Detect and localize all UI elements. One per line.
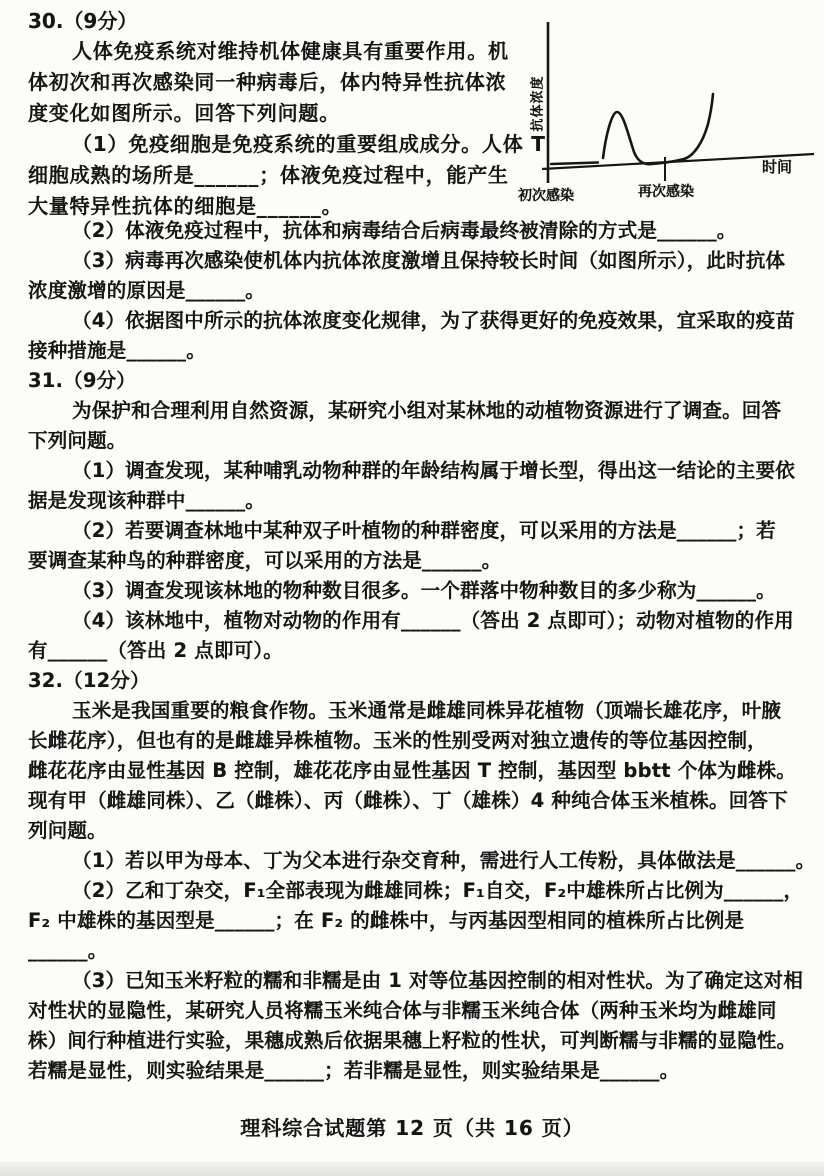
text-line: 长雌花序），但也有的是雌雄异株植物。玉米的性别受两对独立遗传的等位基因控制， — [28, 729, 767, 752]
text-line: 若糯是显性，则实验结果是______；若非糯是显性，则实验结果是______。 — [28, 1059, 680, 1082]
text-line: F₂ 中雄株的基因型是______；在 F₂ 的雌株中，与丙基因型相同的植株所占比例是 — [28, 909, 745, 932]
text-line: 细胞成熟的场所是______；体液免疫过程中，能产生 — [28, 163, 509, 187]
text-line: 浓度激增的原因是______。 — [28, 279, 266, 302]
text-line: 现有甲（雌雄同株）、乙（雌株）、丙（雌株）、丁（雄株）4 种纯合体玉米植株。回答下 — [28, 789, 788, 812]
text-line: （4）该林地中，植物对动物的作用有______（答出 2 点即可）；动物对植物的作用 — [72, 609, 794, 632]
question-30-top-section — [0, 0, 824, 216]
exam-body — [0, 216, 824, 1086]
text-line: 雌花花序由显性基因 B 控制，雄花花序由显性基因 T 控制，基因型 bbtt 个体为雌株。 — [28, 759, 796, 782]
text-line: （1）调查发现，某种哺乳动物种群的年龄结构属于增长型，得出这一结论的主要依 — [72, 459, 795, 482]
text-line: 接种措施是______。 — [28, 339, 206, 362]
text-line: 玉米是我国重要的粮食作物。玉米通常是雌雄同株异花植物（顶端长雄花序，叶腋 — [72, 699, 782, 722]
question-number: 30.（9分） — [28, 9, 138, 33]
text-line: （4）依据图中所示的抗体浓度变化规律，为了获得更好的免疫效果，宜采取的疫苗 — [72, 309, 795, 332]
text-line: 株）间行种植进行实验，果穗成熟后依据果穗上籽粒的性状，可判断糯与非糯的显隐性。 — [28, 1029, 797, 1052]
text-line: 据是发现该种群中______。 — [28, 489, 266, 512]
text-line: （1）若以甲为母本、丁为父本进行杂交育种，需进行人工传粉，具体做法是______。 — [72, 849, 816, 872]
text-line: 大量特异性抗体的细胞是______。 — [28, 194, 343, 218]
antibody-curve — [603, 94, 713, 164]
text-line: ______。 — [28, 939, 108, 962]
text-line: 度变化如图所示。回答下列问题。 — [28, 101, 340, 125]
text-line: 对性状的显隐性，某研究人员将糯玉米纯合体与非糯玉米纯合体（两种玉米均为雌雄同 — [28, 999, 777, 1022]
text-line: （3）病毒再次感染使机体内抗体浓度激增且保持较长时间（如图所示），此时抗体 — [72, 249, 786, 272]
text-line: 人体免疫系统对维持机体健康具有重要作用。机 — [72, 39, 509, 63]
text-line: 为保护和合理利用自然资源，某研究小组对某林地的动植物资源进行了调查。回答 — [72, 399, 782, 422]
text-line: （2）体液免疫过程中，抗体和病毒结合后病毒最终被清除的方式是______。 — [72, 219, 737, 242]
second-infection-label: 再次感染 — [638, 184, 694, 200]
antibody-concentration-figure — [516, 6, 820, 216]
text-line: （3）已知玉米籽粒的糯和非糯是由 1 对等位基因控制的相对性状。为了确定这对相 — [72, 969, 804, 992]
y-axis-label: 抗体浓度 — [530, 75, 546, 132]
text-line: （2）若要调查林地中某种双子叶植物的种群密度，可以采用的方法是______；若 — [72, 519, 776, 542]
text-line: 体初次和再次感染同一种病毒后，体内特异性抗体浓 — [28, 70, 507, 94]
text-line: 下列问题。 — [28, 429, 127, 452]
text-line: 有______（答出 2 点即可）。 — [28, 639, 283, 662]
x-axis-label: 时间 — [762, 158, 793, 176]
text-line: （3）调查发现该林地的物种数目很多。一个群落中物种数目的多少称为______。 — [72, 579, 776, 602]
text-line: 列问题。 — [28, 819, 107, 842]
question-number: 31.（9分） — [28, 369, 137, 392]
first-infection-label: 初次感染 — [518, 188, 574, 204]
scan-edge-shadow — [0, 1162, 824, 1176]
question-number: 32.（12分） — [28, 669, 150, 692]
page-footer: 理科综合试题第 12 页（共 16 页） — [240, 1116, 584, 1140]
text-line: （1）免疫细胞是免疫系统的重要组成成分。人体 T — [72, 132, 546, 156]
primary-baseline-segment — [551, 163, 598, 165]
text-line: 要调查某种鸟的种群密度，可以采用的方法是______。 — [28, 549, 502, 572]
text-line: （2）乙和丁杂交，F₁全部表现为雌雄同株；F₁自交，F₂中雄株所占比例为______， — [72, 879, 804, 902]
